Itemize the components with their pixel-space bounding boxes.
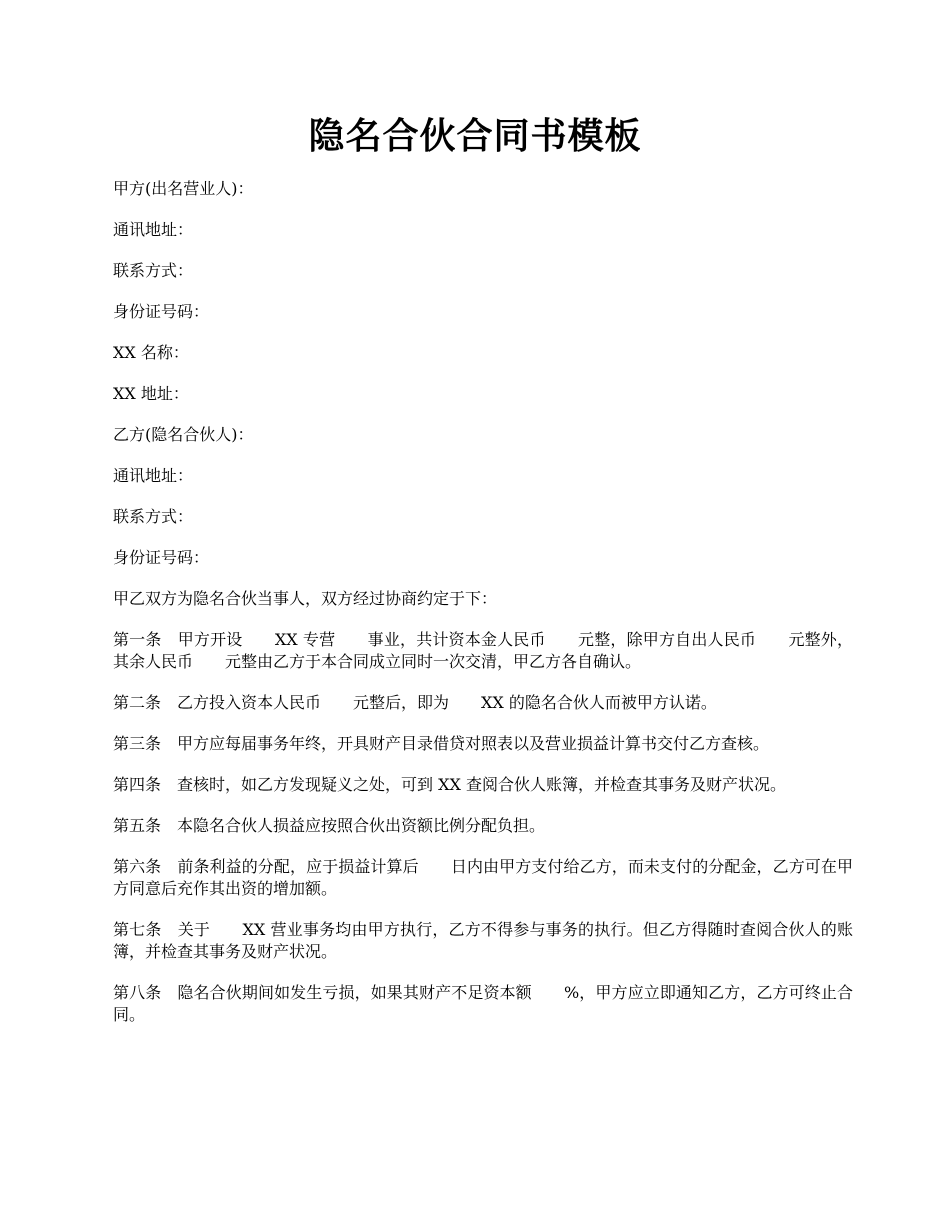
field-party-a-address: 通讯地址： bbox=[113, 220, 194, 239]
article-2: 第二条 乙方投入资本人民币 元整后，即为 XX 的隐名合伙人而被甲方认诺。 bbox=[113, 693, 717, 712]
article-5: 第五条 本隐名合伙人损益应按照合伙出资额比例分配负担。 bbox=[113, 816, 546, 835]
article-6: 第六条 前条利益的分配，应于损益计算后 日内由甲方支付给乙方，而未支付的分配金，乙方可在甲方同意后充作其出资的增加额。 bbox=[113, 857, 853, 898]
article-7: 第七条 关于 XX 营业事务均由甲方执行，乙方不得参与事务的执行。但乙方得随时查阅合伙人的账簿，并检查其事务及财产状况。 bbox=[113, 920, 853, 961]
field-party-b-address: 通讯地址： bbox=[113, 466, 194, 485]
document-title: 隐名合伙合同书模板 bbox=[308, 115, 642, 157]
document-body bbox=[113, 178, 853, 1045]
field-party-b-contact: 联系方式： bbox=[113, 507, 194, 526]
field-party-a-id: 身份证号码： bbox=[113, 302, 210, 321]
field-party-b: 乙方(隐名合伙人)： bbox=[113, 425, 254, 444]
field-party-b-id: 身份证号码： bbox=[113, 548, 210, 567]
article-3: 第三条 甲方应每届事务年终，开具财产目录借贷对照表以及营业损益计算书交付乙方查核。 bbox=[113, 734, 770, 753]
article-1: 第一条 甲方开设 XX 专营 事业，共计资本金人民币 元整，除甲方自出人民币 元整外，其余人民币 元整由乙方于本合同成立同时一次交清，甲乙方各自确认。 bbox=[113, 630, 853, 671]
field-party-a: 甲方(出名营业人)： bbox=[113, 179, 254, 198]
field-party-a-contact: 联系方式： bbox=[113, 261, 194, 280]
intro-paragraph: 甲乙双方为隐名合伙当事人，双方经过协商约定于下： bbox=[113, 589, 498, 608]
field-business-address: XX 地址： bbox=[113, 384, 189, 403]
article-4: 第四条 查核时，如乙方发现疑义之处，可到 XX 查阅合伙人账簿，并检查其事务及财产状况。 bbox=[113, 775, 786, 794]
field-business-name: XX 名称： bbox=[113, 343, 189, 362]
article-8: 第八条 隐名合伙期间如发生亏损，如果其财产不足资本额 %，甲方应立即通知乙方，乙方可终止合同。 bbox=[113, 983, 853, 1024]
